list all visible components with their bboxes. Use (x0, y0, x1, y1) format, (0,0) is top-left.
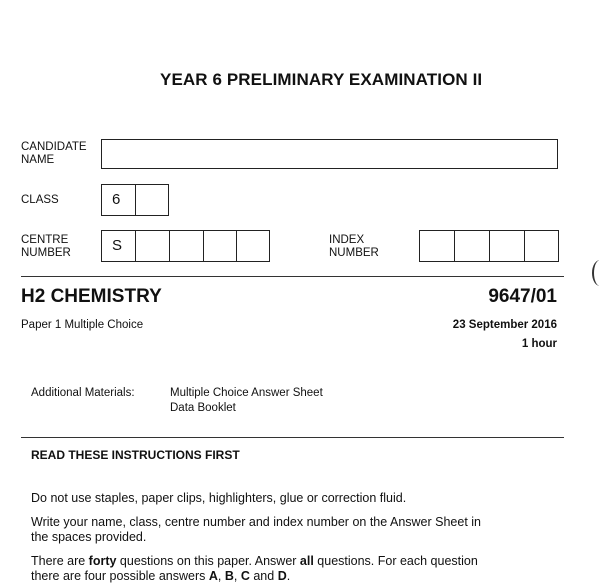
answer-option-c: C (240, 569, 250, 583)
candidate-name-label-line2: NAME (21, 154, 55, 166)
class-cell[interactable]: 6 (102, 185, 136, 215)
centre-number-cell[interactable] (136, 231, 170, 261)
centre-number-label-line1: CENTRE (21, 234, 69, 246)
instruction-line (31, 569, 566, 584)
paper-name: Paper 1 Multiple Choice (21, 319, 144, 331)
index-number-label-line2: NUMBER (329, 247, 379, 259)
text-run: and (249, 569, 278, 583)
materials-label: Additional Materials: (31, 387, 135, 399)
text-run: questions. For each question (313, 554, 478, 568)
index-number-cell[interactable] (490, 231, 525, 261)
materials-item: Data Booklet (170, 402, 236, 414)
centre-number-label (21, 234, 71, 260)
index-number-field[interactable] (419, 230, 559, 262)
text-run: . (286, 569, 291, 583)
instruction-paragraph: Do not use staples, paper clips, highlighters, glue or correction fluid. (31, 491, 407, 505)
subject-title: H2 CHEMISTRY (21, 286, 162, 307)
materials-item: Multiple Choice Answer Sheet (170, 387, 323, 399)
centre-number-cell[interactable] (237, 231, 271, 261)
candidate-name-label-line1: CANDIDATE (21, 141, 87, 153)
answer-option-d: D (277, 569, 287, 583)
answer-option-b: B (224, 569, 234, 583)
index-number-cell[interactable] (525, 231, 560, 261)
text-run: there are four possible answers (31, 569, 209, 583)
divider (21, 276, 564, 277)
text-run: , (217, 569, 225, 583)
centre-number-field[interactable] (101, 230, 270, 262)
index-number-label (329, 234, 379, 260)
candidate-name-label (21, 141, 87, 167)
centre-number-cell[interactable]: S (102, 231, 136, 261)
instruction-line (31, 554, 566, 569)
candidate-name-field[interactable] (101, 139, 558, 169)
index-number-cell[interactable] (420, 231, 455, 261)
emphasis-forty: forty (88, 554, 117, 568)
centre-number-label-line2: NUMBER (21, 247, 71, 259)
divider (21, 437, 564, 438)
instruction-paragraph (31, 554, 566, 584)
text-run: questions on this paper. Answer (116, 554, 300, 568)
text-run: , (233, 569, 241, 583)
page-edge-mark (592, 260, 599, 286)
class-label: CLASS (21, 194, 59, 206)
centre-number-cell[interactable] (204, 231, 237, 261)
exam-title: YEAR 6 PRELIMINARY EXAMINATION II (160, 70, 483, 89)
class-cell[interactable] (136, 185, 170, 215)
text-run: There are (31, 554, 89, 568)
instruction-paragraph (31, 515, 566, 545)
instructions-heading: READ THESE INSTRUCTIONS FIRST (31, 448, 240, 462)
exam-date: 23 September 2016 (452, 319, 557, 331)
instruction-line: Write your name, class, centre number and index number on the Answer Sheet in (31, 515, 482, 529)
paper-code: 9647/01 (488, 286, 557, 307)
emphasis-all: all (299, 554, 314, 568)
index-number-label-line1: INDEX (329, 234, 365, 246)
instruction-line: the spaces provided. (31, 530, 147, 544)
class-field[interactable] (101, 184, 169, 216)
answer-option-a: A (208, 569, 218, 583)
index-number-cell[interactable] (455, 231, 490, 261)
exam-duration: 1 hour (521, 338, 557, 350)
centre-number-cell[interactable] (170, 231, 204, 261)
